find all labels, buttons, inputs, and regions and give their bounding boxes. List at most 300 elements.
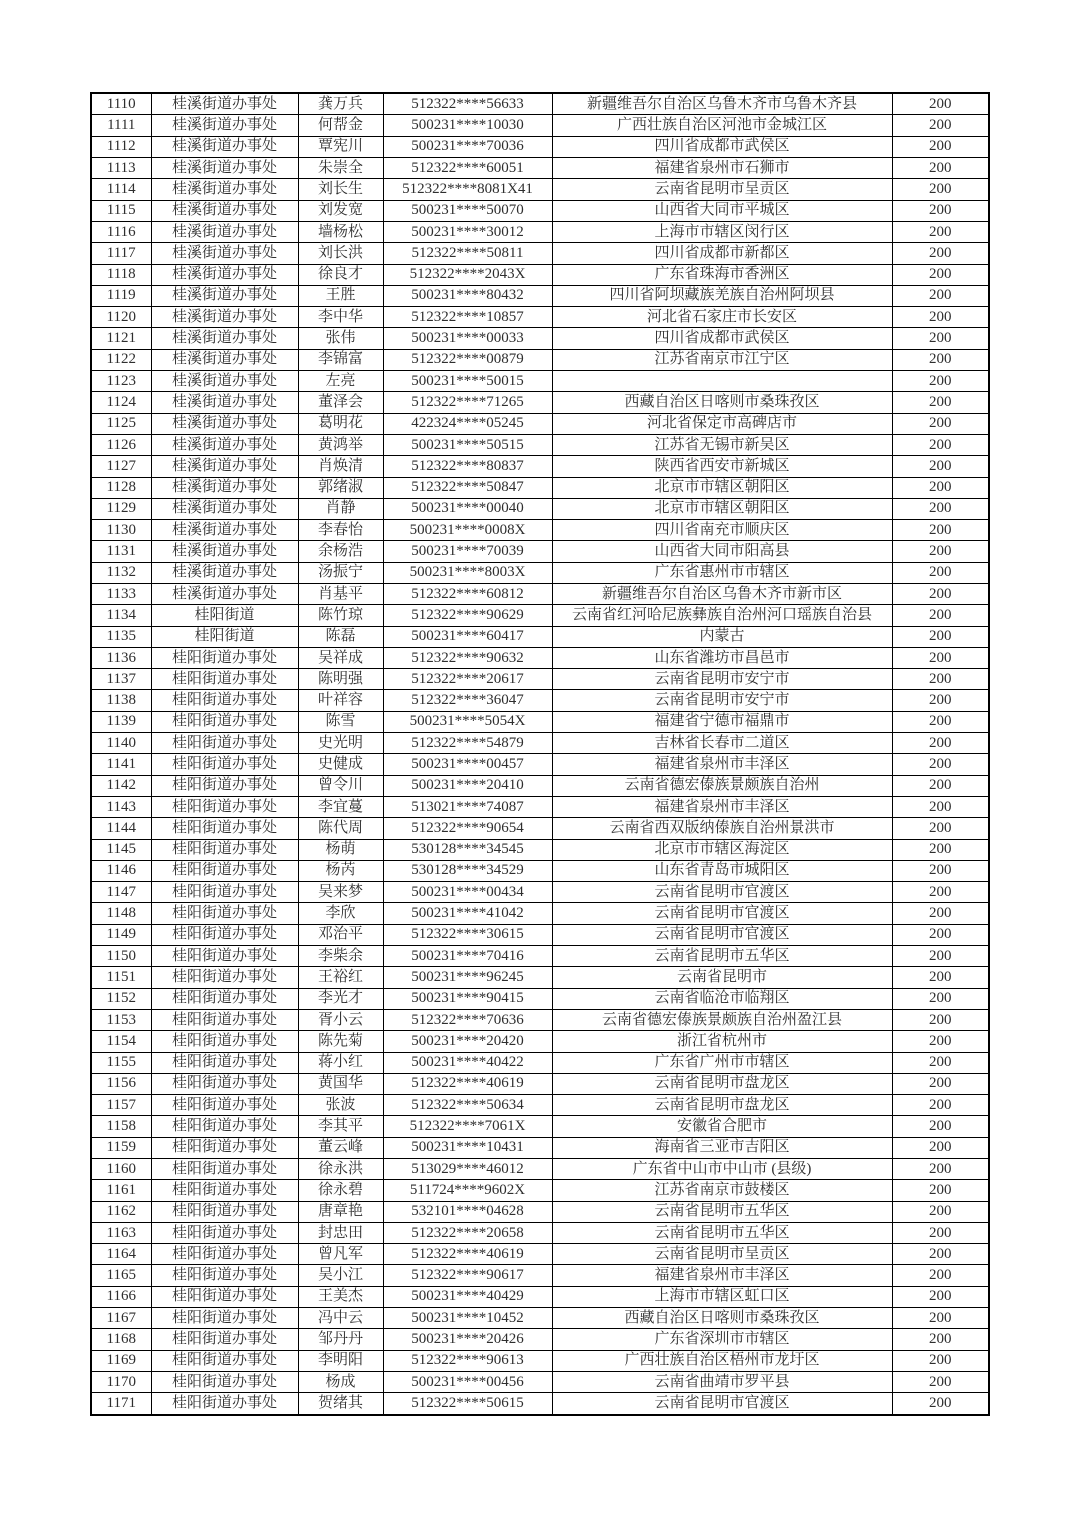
table-row — [91, 733, 989, 754]
cell-person-name: 李宜蔓 — [298, 796, 383, 817]
cell-location: 河北省保定市高碑店市 — [552, 413, 892, 434]
cell-person-name: 王裕红 — [298, 967, 383, 988]
cell-location: 山西省大同市阳高县 — [552, 541, 892, 562]
cell-location: 广东省中山市中山市 (县级) — [552, 1159, 892, 1180]
cell-masked-id-number: 512322****50811 — [383, 243, 552, 264]
cell-masked-id-number: 512322****90617 — [383, 1265, 552, 1286]
cell-person-name: 胥小云 — [298, 1009, 383, 1030]
cell-sequence-number: 1129 — [91, 498, 151, 519]
cell-amount: 200 — [892, 1350, 989, 1371]
cell-masked-id-number: 500231****20410 — [383, 775, 552, 796]
cell-amount: 200 — [892, 456, 989, 477]
cell-amount: 200 — [892, 392, 989, 413]
cell-sequence-number: 1162 — [91, 1201, 151, 1222]
cell-sequence-number: 1167 — [91, 1308, 151, 1329]
cell-location: 云南省昆明市安宁市 — [552, 669, 892, 690]
cell-amount: 200 — [892, 818, 989, 839]
table-row — [91, 498, 989, 519]
cell-person-name: 覃宪川 — [298, 136, 383, 157]
table-row — [91, 1031, 989, 1052]
cell-person-name: 徐良才 — [298, 264, 383, 285]
table-row — [91, 775, 989, 796]
cell-masked-id-number: 513029****46012 — [383, 1159, 552, 1180]
cell-sequence-number: 1147 — [91, 882, 151, 903]
cell-sequence-number: 1171 — [91, 1393, 151, 1415]
cell-sequence-number: 1151 — [91, 967, 151, 988]
cell-amount: 200 — [892, 583, 989, 604]
table-row — [91, 711, 989, 732]
cell-masked-id-number: 512322****50615 — [383, 1393, 552, 1415]
cell-amount: 200 — [892, 839, 989, 860]
cell-masked-id-number: 512322****2043X — [383, 264, 552, 285]
table-row — [91, 1073, 989, 1094]
cell-amount: 200 — [892, 605, 989, 626]
cell-person-name: 叶祥容 — [298, 690, 383, 711]
table-row — [91, 924, 989, 945]
cell-person-name: 张波 — [298, 1095, 383, 1116]
cell-masked-id-number: 500231****30012 — [383, 221, 552, 242]
cell-office-name: 桂阳街道办事处 — [151, 1159, 298, 1180]
cell-masked-id-number: 500231****41042 — [383, 903, 552, 924]
cell-sequence-number: 1131 — [91, 541, 151, 562]
cell-amount: 200 — [892, 1371, 989, 1392]
cell-sequence-number: 1120 — [91, 307, 151, 328]
cell-location: 云南省昆明市呈贡区 — [552, 179, 892, 200]
cell-masked-id-number: 512322****71265 — [383, 392, 552, 413]
cell-sequence-number: 1132 — [91, 562, 151, 583]
cell-sequence-number: 1157 — [91, 1095, 151, 1116]
cell-location: 江苏省南京市鼓楼区 — [552, 1180, 892, 1201]
cell-amount: 200 — [892, 1265, 989, 1286]
cell-amount: 200 — [892, 711, 989, 732]
table-row — [91, 243, 989, 264]
cell-office-name: 桂阳街道办事处 — [151, 1052, 298, 1073]
table-row — [91, 1308, 989, 1329]
cell-location: 内蒙古 — [552, 626, 892, 647]
cell-location: 四川省成都市武侯区 — [552, 136, 892, 157]
cell-sequence-number: 1150 — [91, 946, 151, 967]
cell-sequence-number: 1117 — [91, 243, 151, 264]
cell-office-name: 桂阳街道办事处 — [151, 1095, 298, 1116]
table-row — [91, 264, 989, 285]
cell-sequence-number: 1137 — [91, 669, 151, 690]
cell-office-name: 桂阳街道办事处 — [151, 1393, 298, 1415]
cell-location: 广西壮族自治区河池市金城江区 — [552, 115, 892, 136]
cell-sequence-number: 1170 — [91, 1371, 151, 1392]
table-row — [91, 456, 989, 477]
table-row — [91, 221, 989, 242]
cell-amount: 200 — [892, 1244, 989, 1265]
cell-masked-id-number: 500231****40429 — [383, 1286, 552, 1307]
cell-person-name: 陈代周 — [298, 818, 383, 839]
cell-office-name: 桂溪街道办事处 — [151, 583, 298, 604]
cell-location: 上海市市辖区闵行区 — [552, 221, 892, 242]
cell-location: 云南省昆明市 — [552, 967, 892, 988]
cell-person-name: 张伟 — [298, 328, 383, 349]
cell-location: 四川省成都市武侯区 — [552, 328, 892, 349]
cell-sequence-number: 1140 — [91, 733, 151, 754]
cell-office-name: 桂阳街道办事处 — [151, 1073, 298, 1094]
cell-amount: 200 — [892, 285, 989, 306]
cell-sequence-number: 1144 — [91, 818, 151, 839]
cell-location: 西藏自治区日喀则市桑珠孜区 — [552, 1308, 892, 1329]
cell-amount: 200 — [892, 221, 989, 242]
cell-office-name: 桂阳街道办事处 — [151, 1350, 298, 1371]
cell-person-name: 葛明花 — [298, 413, 383, 434]
cell-person-name: 余杨浩 — [298, 541, 383, 562]
cell-amount: 200 — [892, 434, 989, 455]
cell-location: 福建省泉州市丰泽区 — [552, 796, 892, 817]
table-row — [91, 1329, 989, 1350]
cell-location: 云南省昆明市官渡区 — [552, 1393, 892, 1415]
cell-masked-id-number: 512322****90632 — [383, 647, 552, 668]
cell-office-name: 桂溪街道办事处 — [151, 158, 298, 179]
table-row — [91, 1159, 989, 1180]
cell-amount: 200 — [892, 541, 989, 562]
cell-location: 云南省昆明市呈贡区 — [552, 1244, 892, 1265]
table-row — [91, 690, 989, 711]
table-row — [91, 562, 989, 583]
cell-masked-id-number: 500231****40422 — [383, 1052, 552, 1073]
cell-person-name: 李明阳 — [298, 1350, 383, 1371]
cell-person-name: 李锦富 — [298, 349, 383, 370]
table-row — [91, 136, 989, 157]
cell-office-name: 桂溪街道办事处 — [151, 221, 298, 242]
table-row — [91, 818, 989, 839]
cell-sequence-number: 1163 — [91, 1222, 151, 1243]
table-row — [91, 158, 989, 179]
cell-person-name: 曾凡军 — [298, 1244, 383, 1265]
cell-office-name: 桂溪街道办事处 — [151, 307, 298, 328]
cell-office-name: 桂阳街道办事处 — [151, 1137, 298, 1158]
table-row — [91, 1095, 989, 1116]
table-row — [91, 541, 989, 562]
cell-location: 四川省成都市新都区 — [552, 243, 892, 264]
cell-sequence-number: 1136 — [91, 647, 151, 668]
cell-sequence-number: 1139 — [91, 711, 151, 732]
cell-person-name: 李柴余 — [298, 946, 383, 967]
cell-masked-id-number: 500231****00457 — [383, 754, 552, 775]
cell-amount: 200 — [892, 967, 989, 988]
cell-masked-id-number: 500231****20426 — [383, 1329, 552, 1350]
cell-sequence-number: 1127 — [91, 456, 151, 477]
table-row — [91, 754, 989, 775]
cell-office-name: 桂阳街道 — [151, 605, 298, 626]
table-row — [91, 882, 989, 903]
cell-person-name: 徐永碧 — [298, 1180, 383, 1201]
cell-sequence-number: 1113 — [91, 158, 151, 179]
cell-amount: 200 — [892, 115, 989, 136]
cell-sequence-number: 1161 — [91, 1180, 151, 1201]
cell-person-name: 陈明强 — [298, 669, 383, 690]
table-row — [91, 669, 989, 690]
cell-sequence-number: 1169 — [91, 1350, 151, 1371]
table-row — [91, 1265, 989, 1286]
cell-location: 云南省临沧市临翔区 — [552, 988, 892, 1009]
cell-office-name: 桂阳街道办事处 — [151, 796, 298, 817]
table-row — [91, 520, 989, 541]
table-row — [91, 903, 989, 924]
cell-amount: 200 — [892, 775, 989, 796]
cell-amount: 200 — [892, 562, 989, 583]
cell-location: 云南省昆明市五华区 — [552, 946, 892, 967]
cell-masked-id-number: 512322****56633 — [383, 93, 552, 115]
cell-masked-id-number: 530128****34529 — [383, 860, 552, 881]
cell-location: 西藏自治区日喀则市桑珠孜区 — [552, 392, 892, 413]
cell-location: 海南省三亚市吉阳区 — [552, 1137, 892, 1158]
cell-sequence-number: 1135 — [91, 626, 151, 647]
cell-masked-id-number: 512322****10857 — [383, 307, 552, 328]
cell-office-name: 桂溪街道办事处 — [151, 371, 298, 392]
table-row — [91, 946, 989, 967]
cell-location: 河北省石家庄市长安区 — [552, 307, 892, 328]
cell-sequence-number: 1116 — [91, 221, 151, 242]
cell-person-name: 陈竹琼 — [298, 605, 383, 626]
cell-sequence-number: 1123 — [91, 371, 151, 392]
cell-location: 安徽省合肥市 — [552, 1116, 892, 1137]
cell-sequence-number: 1115 — [91, 200, 151, 221]
cell-office-name: 桂阳街道办事处 — [151, 1265, 298, 1286]
cell-office-name: 桂阳街道办事处 — [151, 1371, 298, 1392]
cell-location: 广东省深圳市市辖区 — [552, 1329, 892, 1350]
cell-sequence-number: 1110 — [91, 93, 151, 115]
table-row — [91, 1116, 989, 1137]
cell-amount: 200 — [892, 1073, 989, 1094]
table-row — [91, 1244, 989, 1265]
cell-person-name: 曾令川 — [298, 775, 383, 796]
cell-sequence-number: 1164 — [91, 1244, 151, 1265]
cell-amount: 200 — [892, 796, 989, 817]
table-row — [91, 200, 989, 221]
cell-person-name: 蒋小红 — [298, 1052, 383, 1073]
cell-office-name: 桂阳街道办事处 — [151, 775, 298, 796]
cell-location: 北京市市辖区朝阳区 — [552, 477, 892, 498]
cell-masked-id-number: 500231****96245 — [383, 967, 552, 988]
cell-office-name: 桂溪街道办事处 — [151, 243, 298, 264]
table-row — [91, 328, 989, 349]
cell-location: 山西省大同市平城区 — [552, 200, 892, 221]
cell-masked-id-number: 512322****54879 — [383, 733, 552, 754]
table-row — [91, 583, 989, 604]
cell-office-name: 桂阳街道办事处 — [151, 733, 298, 754]
cell-person-name: 李其平 — [298, 1116, 383, 1137]
cell-amount: 200 — [892, 946, 989, 967]
cell-masked-id-number: 500231****10431 — [383, 1137, 552, 1158]
cell-office-name: 桂阳街道 — [151, 626, 298, 647]
cell-person-name: 吴来梦 — [298, 882, 383, 903]
cell-sequence-number: 1126 — [91, 434, 151, 455]
cell-sequence-number: 1121 — [91, 328, 151, 349]
table-row — [91, 115, 989, 136]
cell-sequence-number: 1153 — [91, 1009, 151, 1030]
cell-amount: 200 — [892, 669, 989, 690]
cell-location: 福建省宁德市福鼎市 — [552, 711, 892, 732]
cell-office-name: 桂阳街道办事处 — [151, 1009, 298, 1030]
cell-masked-id-number: 512322****60051 — [383, 158, 552, 179]
cell-office-name: 桂阳街道办事处 — [151, 860, 298, 881]
cell-amount: 200 — [892, 690, 989, 711]
cell-masked-id-number: 500231****60417 — [383, 626, 552, 647]
cell-office-name: 桂阳街道办事处 — [151, 647, 298, 668]
table-row — [91, 967, 989, 988]
cell-location: 上海市市辖区虹口区 — [552, 1286, 892, 1307]
cell-masked-id-number: 500231****50070 — [383, 200, 552, 221]
cell-location: 北京市市辖区朝阳区 — [552, 498, 892, 519]
cell-sequence-number: 1134 — [91, 605, 151, 626]
cell-location: 云南省昆明市官渡区 — [552, 882, 892, 903]
cell-masked-id-number: 500231****50515 — [383, 434, 552, 455]
cell-amount: 200 — [892, 988, 989, 1009]
cell-masked-id-number: 512322****60812 — [383, 583, 552, 604]
cell-location: 广东省珠海市香洲区 — [552, 264, 892, 285]
cell-location: 云南省曲靖市罗平县 — [552, 1371, 892, 1392]
cell-amount: 200 — [892, 1009, 989, 1030]
cell-office-name: 桂溪街道办事处 — [151, 392, 298, 413]
cell-office-name: 桂阳街道办事处 — [151, 903, 298, 924]
cell-location: 四川省阿坝藏族羌族自治州阿坝县 — [552, 285, 892, 306]
cell-masked-id-number: 500231****70416 — [383, 946, 552, 967]
cell-amount: 200 — [892, 1031, 989, 1052]
cell-person-name: 陈磊 — [298, 626, 383, 647]
cell-office-name: 桂溪街道办事处 — [151, 285, 298, 306]
cell-person-name: 杨成 — [298, 1371, 383, 1392]
cell-person-name: 邹丹丹 — [298, 1329, 383, 1350]
cell-amount: 200 — [892, 413, 989, 434]
cell-masked-id-number: 512322****90613 — [383, 1350, 552, 1371]
cell-amount: 200 — [892, 179, 989, 200]
cell-masked-id-number: 500231****0008X — [383, 520, 552, 541]
cell-amount: 200 — [892, 371, 989, 392]
cell-location: 云南省昆明市官渡区 — [552, 924, 892, 945]
cell-masked-id-number: 500231****00033 — [383, 328, 552, 349]
cell-person-name: 龚万兵 — [298, 93, 383, 115]
cell-office-name: 桂溪街道办事处 — [151, 179, 298, 200]
cell-location: 云南省昆明市盘龙区 — [552, 1073, 892, 1094]
cell-amount: 200 — [892, 754, 989, 775]
cell-masked-id-number: 512322****90629 — [383, 605, 552, 626]
cell-sequence-number: 1152 — [91, 988, 151, 1009]
table-row — [91, 605, 989, 626]
cell-person-name: 封忠田 — [298, 1222, 383, 1243]
table-row — [91, 307, 989, 328]
cell-masked-id-number: 500231****5054X — [383, 711, 552, 732]
cell-office-name: 桂溪街道办事处 — [151, 413, 298, 434]
cell-sequence-number: 1165 — [91, 1265, 151, 1286]
cell-person-name: 郭绪淑 — [298, 477, 383, 498]
cell-office-name: 桂溪街道办事处 — [151, 498, 298, 519]
table-row — [91, 1137, 989, 1158]
cell-amount: 200 — [892, 647, 989, 668]
cell-sequence-number: 1122 — [91, 349, 151, 370]
table-row — [91, 1286, 989, 1307]
cell-person-name: 徐永洪 — [298, 1159, 383, 1180]
cell-masked-id-number: 512322****50634 — [383, 1095, 552, 1116]
cell-masked-id-number: 500231****50015 — [383, 371, 552, 392]
cell-person-name: 冯中云 — [298, 1308, 383, 1329]
cell-amount: 200 — [892, 264, 989, 285]
cell-location: 云南省昆明市官渡区 — [552, 903, 892, 924]
cell-amount: 200 — [892, 733, 989, 754]
cell-masked-id-number: 500231****20420 — [383, 1031, 552, 1052]
cell-person-name: 何帮金 — [298, 115, 383, 136]
cell-person-name: 王美杰 — [298, 1286, 383, 1307]
cell-person-name: 董云峰 — [298, 1137, 383, 1158]
table-row — [91, 349, 989, 370]
cell-location: 福建省泉州市丰泽区 — [552, 1265, 892, 1286]
cell-office-name: 桂溪街道办事处 — [151, 264, 298, 285]
cell-sequence-number: 1130 — [91, 520, 151, 541]
table-row — [91, 285, 989, 306]
cell-sequence-number: 1114 — [91, 179, 151, 200]
cell-location: 云南省德宏傣族景颇族自治州盈江县 — [552, 1009, 892, 1030]
cell-location: 浙江省杭州市 — [552, 1031, 892, 1052]
cell-office-name: 桂溪街道办事处 — [151, 541, 298, 562]
cell-location: 北京市市辖区海淀区 — [552, 839, 892, 860]
cell-masked-id-number: 512322****80837 — [383, 456, 552, 477]
cell-amount: 200 — [892, 1137, 989, 1158]
cell-sequence-number: 1124 — [91, 392, 151, 413]
cell-office-name: 桂阳街道办事处 — [151, 818, 298, 839]
cell-masked-id-number: 512322****70636 — [383, 1009, 552, 1030]
cell-person-name: 王胜 — [298, 285, 383, 306]
cell-location: 云南省德宏傣族景颇族自治州 — [552, 775, 892, 796]
cell-person-name: 左亮 — [298, 371, 383, 392]
cell-location: 吉林省长春市二道区 — [552, 733, 892, 754]
cell-office-name: 桂溪街道办事处 — [151, 434, 298, 455]
cell-sequence-number: 1125 — [91, 413, 151, 434]
cell-person-name: 墙杨松 — [298, 221, 383, 242]
cell-masked-id-number: 513021****74087 — [383, 796, 552, 817]
cell-amount: 200 — [892, 1286, 989, 1307]
cell-amount: 200 — [892, 1308, 989, 1329]
table-row — [91, 626, 989, 647]
cell-amount: 200 — [892, 1393, 989, 1415]
cell-sequence-number: 1154 — [91, 1031, 151, 1052]
cell-office-name: 桂阳街道办事处 — [151, 711, 298, 732]
cell-office-name: 桂阳街道办事处 — [151, 754, 298, 775]
cell-office-name: 桂阳街道办事处 — [151, 669, 298, 690]
cell-sequence-number: 1118 — [91, 264, 151, 285]
cell-location: 云南省昆明市安宁市 — [552, 690, 892, 711]
cell-masked-id-number: 512322****00879 — [383, 349, 552, 370]
cell-amount: 200 — [892, 1159, 989, 1180]
cell-location: 新疆维吾尔自治区乌鲁木齐市新市区 — [552, 583, 892, 604]
cell-masked-id-number: 422324****05245 — [383, 413, 552, 434]
cell-sequence-number: 1158 — [91, 1116, 151, 1137]
table-row — [91, 477, 989, 498]
cell-sequence-number: 1155 — [91, 1052, 151, 1073]
cell-masked-id-number: 500231****80432 — [383, 285, 552, 306]
cell-office-name: 桂溪街道办事处 — [151, 136, 298, 157]
cell-person-name: 董泽会 — [298, 392, 383, 413]
cell-sequence-number: 1156 — [91, 1073, 151, 1094]
cell-sequence-number: 1111 — [91, 115, 151, 136]
cell-person-name: 李中华 — [298, 307, 383, 328]
cell-office-name: 桂阳街道办事处 — [151, 1308, 298, 1329]
cell-amount: 200 — [892, 93, 989, 115]
table-row — [91, 1009, 989, 1030]
cell-amount: 200 — [892, 1201, 989, 1222]
cell-person-name: 李欣 — [298, 903, 383, 924]
cell-office-name: 桂阳街道办事处 — [151, 690, 298, 711]
cell-masked-id-number: 530128****34545 — [383, 839, 552, 860]
cell-amount: 200 — [892, 158, 989, 179]
cell-office-name: 桂阳街道办事处 — [151, 1116, 298, 1137]
cell-person-name: 陈雪 — [298, 711, 383, 732]
cell-location: 云南省红河哈尼族彝族自治州河口瑶族自治县 — [552, 605, 892, 626]
cell-amount: 200 — [892, 626, 989, 647]
cell-location: 云南省昆明市盘龙区 — [552, 1095, 892, 1116]
